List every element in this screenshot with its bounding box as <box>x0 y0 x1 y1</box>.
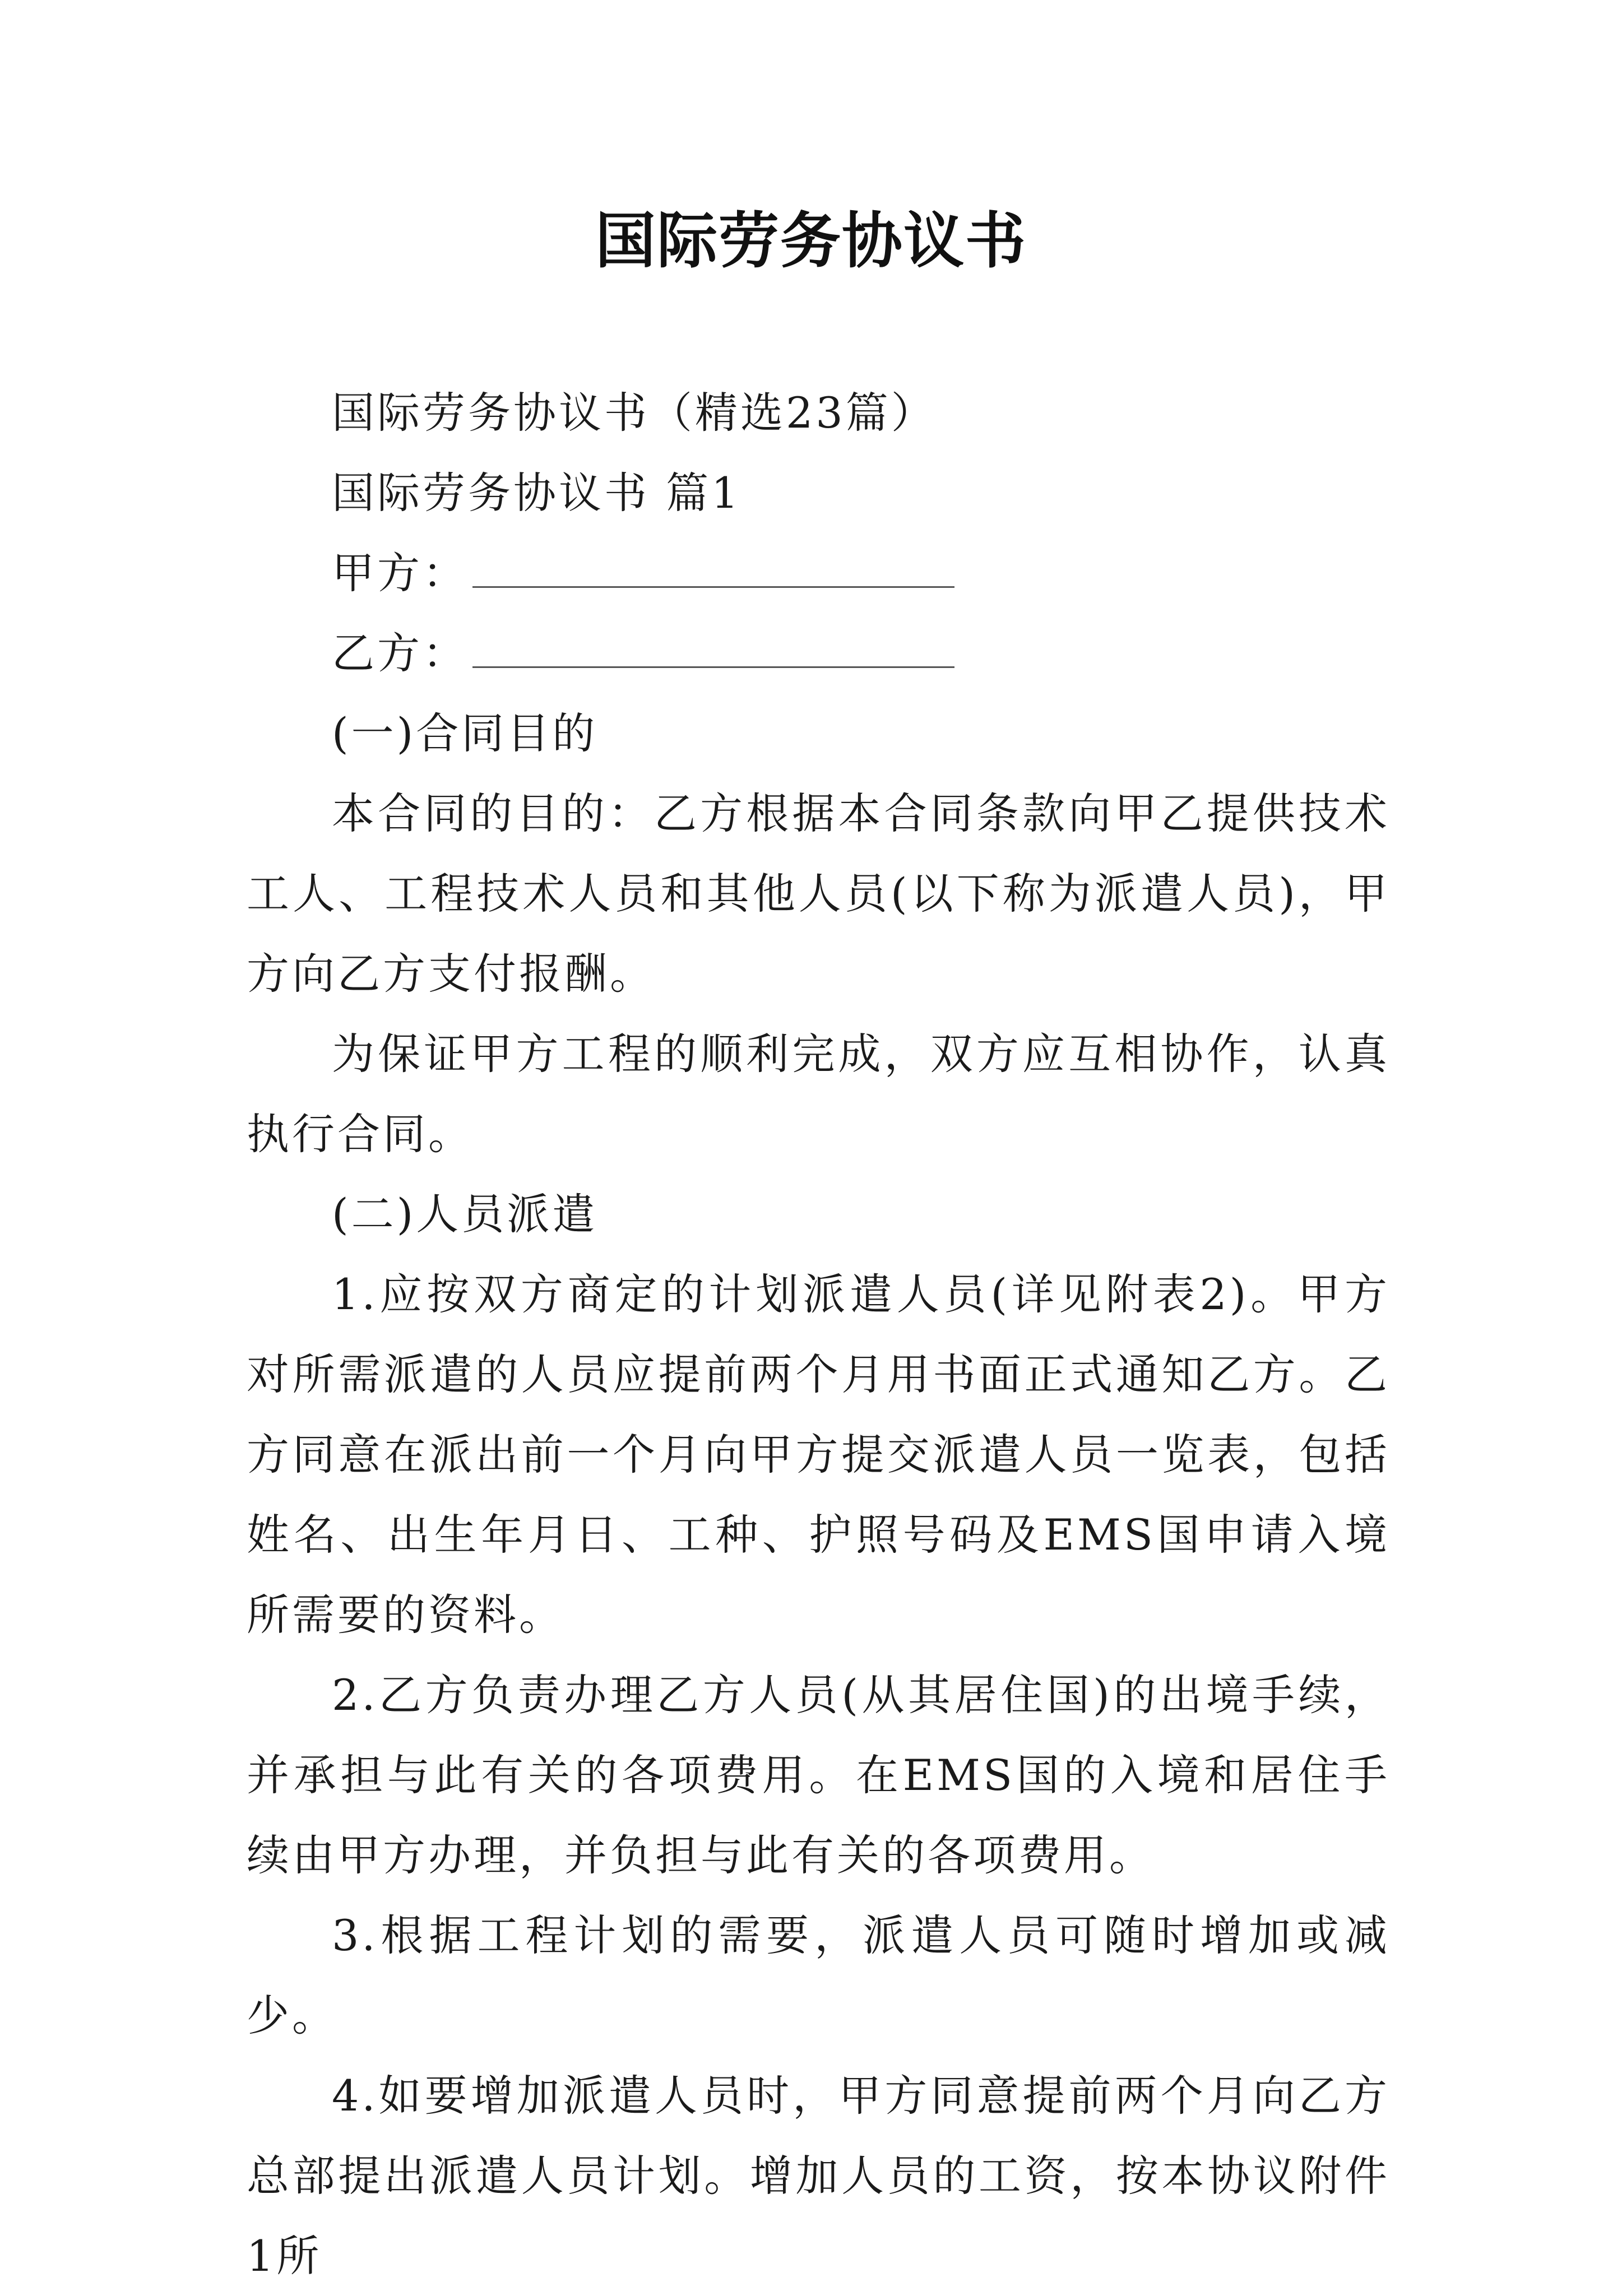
clause-3: 3.根据工程计划的需要，派遣人员可随时增加或减少。 <box>247 1910 1390 2040</box>
clause-4: 4.如要增加派遣人员时，甲方同意提前两个月向乙方总部提出派遣人员计划。增加人员的工资，按本协议附件1所 <box>247 2071 1390 2281</box>
party-a-blank <box>472 583 954 588</box>
paragraph-cooperation: 为保证甲方工程的顺利完成，双方应互相协作，认真执行合同。 <box>247 1029 1390 1159</box>
party-a-label: 甲方： <box>332 548 468 598</box>
document-title: 国际劳务协议书 <box>595 206 1027 276</box>
party-b-line <box>247 613 1390 693</box>
clause-1: 1.应按双方商定的计划派遣人员(详见附表2)。甲方对所需派遣的人员应提前两个月用书面正式通知乙方。乙方同意在派出前一个月向甲方提交派遣人员一览表，包括姓名、出生年月日、工种、护照号码及EMS国申请入境所需要的资料。 <box>247 1269 1390 1640</box>
heading-contract-purpose: (一)合同目的 <box>332 708 598 758</box>
heading-personnel-dispatch: (二)人员派遣 <box>332 1189 598 1239</box>
paragraph-contract-purpose: 本合同的目的：乙方根据本合同条款向甲乙提供技术工人、工程技术人员和其他人员(以下称为派遣人员)，甲方向乙方支付报酬。 <box>247 788 1390 999</box>
party-b-blank <box>472 663 954 668</box>
section-heading: 国际劳务协议书 篇1 <box>332 468 742 518</box>
document-body <box>247 373 1390 2296</box>
clause-2: 2.乙方负责办理乙方人员(从其居住国)的出境手续，并承担与此有关的各项费用。在EMS国的入境和居住手续由甲方办理，并负担与此有关的各项费用。 <box>247 1670 1390 1880</box>
party-a-line <box>247 533 1390 613</box>
party-b-label: 乙方： <box>332 628 468 678</box>
document-subtitle: 国际劳务协议书（精选23篇） <box>332 388 937 438</box>
